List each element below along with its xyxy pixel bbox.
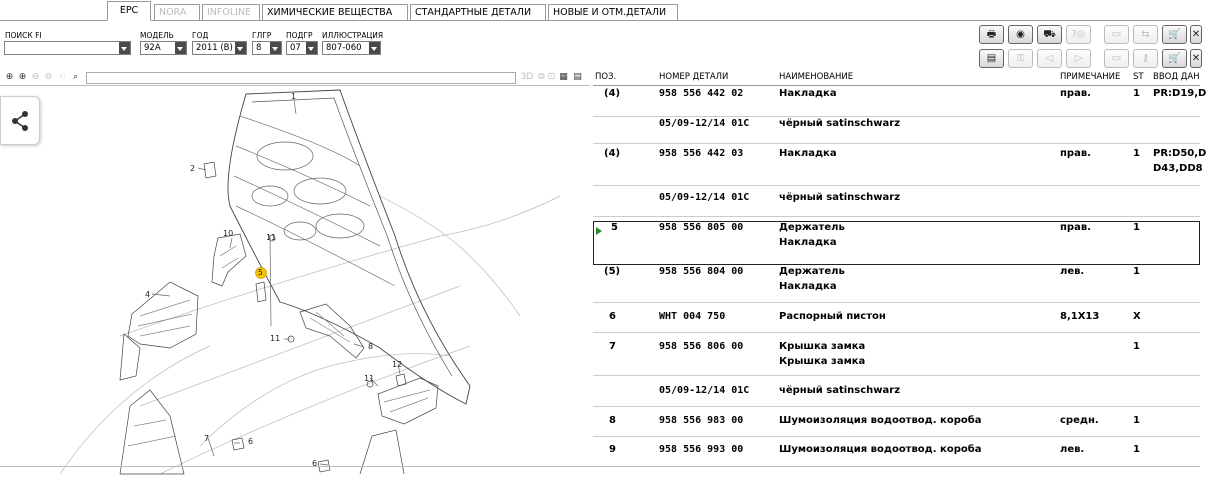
cell-input-data: PR:D50,D bbox=[1153, 148, 1206, 159]
col-pos[interactable]: ПОЗ. bbox=[595, 72, 617, 82]
cell-name: Шумоизоляция водоотвод. короба bbox=[779, 444, 982, 455]
row-separator bbox=[593, 436, 1200, 437]
cart-icon: 🛒 bbox=[1168, 29, 1181, 40]
col-part-number[interactable]: НОМЕР ДЕТАЛИ bbox=[659, 72, 729, 82]
chevron-down-icon[interactable] bbox=[270, 42, 281, 54]
cell-name: Накладка bbox=[779, 88, 837, 99]
question-icon: ?◎ bbox=[1071, 29, 1086, 40]
cell-st: 1 bbox=[1133, 222, 1140, 233]
parts-illustration[interactable] bbox=[0, 86, 590, 474]
cell-pos: (4) bbox=[604, 148, 621, 159]
cell-name-2: Накладка bbox=[779, 237, 837, 248]
cell-part-number: 958 556 805 00 bbox=[659, 222, 744, 233]
cell-name: чёрный satinschwarz bbox=[779, 385, 901, 396]
cart-plus-icon: 🛒 bbox=[1168, 53, 1181, 64]
arrow-right-icon: ▷ bbox=[1074, 53, 1083, 64]
view-3d-button[interactable]: 3D bbox=[520, 72, 534, 82]
parts-table-header bbox=[593, 71, 1200, 86]
tab-chemicals[interactable]: ХИМИЧЕСКИЕ ВЕЩЕСТВА bbox=[262, 4, 408, 21]
callout-12[interactable]: 12 bbox=[392, 360, 403, 369]
cell-st: 1 bbox=[1133, 415, 1140, 426]
cell-pos: 5 bbox=[611, 222, 618, 233]
col-st[interactable]: ST bbox=[1133, 72, 1144, 82]
cell-input-data: PR:D19,D bbox=[1153, 88, 1206, 99]
tab-new-parts[interactable]: НОВЫЕ И ОТМ.ДЕТАЛИ bbox=[548, 4, 678, 21]
zoom-reset-icon[interactable]: ⊖ bbox=[44, 72, 53, 82]
cell-part-number: 05/09-12/14 01C bbox=[659, 385, 750, 396]
back-button[interactable] bbox=[1037, 49, 1062, 68]
drawing-search-input[interactable] bbox=[86, 72, 516, 84]
cell-pos: 6 bbox=[609, 311, 616, 322]
chevron-down-icon[interactable] bbox=[175, 42, 186, 54]
cell-pos: (4) bbox=[604, 88, 621, 99]
arrow-left-icon: ◁ bbox=[1045, 53, 1054, 64]
compare-icon: ⇆ bbox=[1141, 29, 1150, 40]
filter-podgr bbox=[286, 31, 318, 61]
col-name[interactable]: НАИМЕНОВАНИЕ bbox=[779, 72, 854, 82]
search-fi-label: ПОИСК FI bbox=[5, 31, 42, 40]
callout-6[interactable]: 6 bbox=[312, 459, 318, 468]
share-icon bbox=[1, 97, 41, 146]
viewer-toolbar bbox=[0, 71, 590, 86]
podgr-label: ПОДГР bbox=[286, 31, 313, 40]
illustration-select[interactable]: 807-060 bbox=[322, 41, 381, 55]
glgr-select[interactable]: 8 bbox=[252, 41, 282, 55]
callout-2[interactable]: 2 bbox=[190, 164, 196, 173]
play-arrow-icon bbox=[596, 227, 602, 235]
pan-icon[interactable]: ☜ bbox=[57, 72, 66, 82]
row-separator bbox=[593, 116, 1200, 117]
cell-note: средн. bbox=[1060, 415, 1099, 426]
car-icon: ⛟ bbox=[1043, 29, 1056, 40]
service-button[interactable] bbox=[1037, 25, 1062, 44]
cell-pos: 7 bbox=[609, 341, 616, 352]
forward-button[interactable] bbox=[1066, 49, 1091, 68]
grid-view-icon[interactable]: ▦ bbox=[559, 72, 568, 82]
cell-st: 1 bbox=[1133, 266, 1140, 277]
tab-epc[interactable]: EPC bbox=[107, 1, 151, 21]
cell-part-number: 05/09-12/14 01C bbox=[659, 118, 750, 129]
cell-name-2: Накладка bbox=[779, 281, 837, 292]
callout-11[interactable]: 11 bbox=[270, 334, 281, 343]
monitor-button[interactable] bbox=[1104, 25, 1129, 44]
cell-name: Крышка замка bbox=[779, 341, 866, 352]
search-icon[interactable]: ⌕ bbox=[72, 72, 79, 82]
row-separator bbox=[593, 143, 1200, 144]
keyboard-button[interactable] bbox=[979, 49, 1004, 68]
cell-name: чёрный satinschwarz bbox=[779, 118, 901, 129]
remove-button[interactable] bbox=[1190, 49, 1202, 68]
zoom-fit-icon[interactable]: ⊕ bbox=[18, 72, 27, 82]
search-fi-input[interactable] bbox=[4, 41, 131, 55]
cell-input-data-2: D43,DD8 bbox=[1153, 163, 1203, 174]
row-separator bbox=[593, 332, 1200, 333]
callout-11[interactable]: 11 bbox=[266, 233, 277, 242]
close-button[interactable] bbox=[1190, 25, 1202, 44]
tab-nora[interactable]: NORA bbox=[154, 4, 200, 21]
monitor-icon: ▭ bbox=[1111, 53, 1122, 64]
row-separator bbox=[593, 185, 1200, 186]
zoom-in-icon[interactable]: ⊕ bbox=[5, 72, 14, 82]
cell-part-number: 958 556 983 00 bbox=[659, 415, 744, 426]
remove-icon: ✕ bbox=[1191, 53, 1201, 64]
lock-button[interactable] bbox=[1133, 49, 1158, 68]
cell-part-number: 958 556 442 02 bbox=[659, 88, 744, 99]
keyboard-icon: ▤ bbox=[986, 53, 997, 64]
cell-name: чёрный satinschwarz bbox=[779, 192, 901, 203]
row-separator bbox=[593, 302, 1200, 303]
cell-part-number: 958 556 804 00 bbox=[659, 266, 744, 277]
callout-1[interactable]: 1 bbox=[291, 92, 297, 101]
close-icon: ✕ bbox=[1191, 29, 1201, 40]
filter-year bbox=[192, 31, 248, 61]
filter-illustration bbox=[322, 31, 382, 61]
cell-st: 1 bbox=[1133, 148, 1140, 159]
hood-drawing bbox=[0, 86, 590, 474]
status-divider bbox=[0, 466, 1200, 467]
filter-model bbox=[140, 31, 188, 61]
cell-pos: 8 bbox=[609, 415, 616, 426]
callout-7[interactable]: 7 bbox=[204, 434, 210, 443]
model-select[interactable]: 92A bbox=[140, 41, 187, 55]
monitor-icon: ▭ bbox=[1111, 29, 1122, 40]
monitor-cart-button[interactable] bbox=[1104, 49, 1129, 68]
podgr-select[interactable]: 07 bbox=[286, 41, 318, 55]
zoom-out-icon[interactable]: ⊖ bbox=[31, 72, 40, 82]
cell-name: Распорный пистон bbox=[779, 311, 886, 322]
cart-button[interactable] bbox=[1162, 25, 1187, 44]
callout-8[interactable]: 8 bbox=[368, 342, 374, 351]
col-input-data[interactable]: ВВОД ДАН bbox=[1153, 72, 1200, 82]
help-button[interactable] bbox=[1066, 25, 1091, 44]
cell-part-number: 958 556 993 00 bbox=[659, 444, 744, 455]
cell-part-number: 05/09-12/14 01C bbox=[659, 192, 750, 203]
col-note[interactable]: ПРИМЕЧАНИЕ bbox=[1060, 72, 1121, 82]
model-label: МОДЕЛЬ bbox=[140, 31, 174, 40]
key-icon: ⚿ bbox=[1016, 53, 1025, 64]
illustration-label: ИЛЛЮСТРАЦИЯ bbox=[322, 31, 384, 40]
layers-icon[interactable]: ⧉ bbox=[538, 72, 545, 82]
add-to-cart-button[interactable] bbox=[1162, 49, 1187, 68]
chevron-down-icon[interactable] bbox=[306, 42, 317, 54]
share-panel[interactable] bbox=[0, 96, 40, 145]
cell-note: прав. bbox=[1060, 88, 1091, 99]
cell-st: 1 bbox=[1133, 444, 1140, 455]
cell-st: 1 bbox=[1133, 88, 1140, 99]
cell-st: X bbox=[1133, 311, 1141, 322]
row-separator bbox=[593, 375, 1200, 376]
lock-icon: ⚷ bbox=[1141, 53, 1150, 64]
cell-st: 1 bbox=[1133, 341, 1140, 352]
module-tab-bar bbox=[0, 0, 1200, 22]
cell-note: прав. bbox=[1060, 222, 1091, 233]
cell-part-number: 958 556 442 03 bbox=[659, 148, 744, 159]
callout-6[interactable]: 6 bbox=[248, 437, 254, 446]
cell-part-number: 958 556 806 00 bbox=[659, 341, 744, 352]
parts-info-button[interactable] bbox=[1008, 25, 1033, 44]
cell-name: Шумоизоляция водоотвод. короба bbox=[779, 415, 982, 426]
cell-pos: 9 bbox=[609, 444, 616, 455]
tab-infoline[interactable]: INFOLINE bbox=[202, 4, 260, 21]
callout-11[interactable]: 11 bbox=[364, 374, 375, 383]
cell-name: Держатель bbox=[779, 266, 845, 277]
cell-name: Держатель bbox=[779, 222, 845, 233]
chevron-down-icon[interactable] bbox=[119, 42, 130, 54]
chevron-down-icon[interactable] bbox=[369, 42, 380, 54]
cell-name: Накладка bbox=[779, 148, 837, 159]
key-button[interactable] bbox=[1008, 49, 1033, 68]
cell-part-number: WHT 004 750 bbox=[659, 311, 726, 322]
glgr-label: ГЛГР bbox=[252, 31, 272, 40]
filter-search-fi bbox=[4, 31, 134, 61]
sync-icon[interactable]: ⊡ bbox=[547, 72, 556, 82]
cell-note: 8,1X13 bbox=[1060, 311, 1100, 322]
filter-glgr bbox=[252, 31, 282, 61]
year-select[interactable]: 2011 (B) bbox=[192, 41, 247, 55]
row-separator bbox=[593, 216, 1200, 217]
cell-note: лев. bbox=[1060, 266, 1085, 277]
list-view-icon[interactable]: ▤ bbox=[573, 72, 582, 82]
callout-5-highlighted[interactable]: 5 bbox=[258, 268, 263, 277]
cell-note: прав. bbox=[1060, 148, 1091, 159]
callout-4[interactable]: 4 bbox=[145, 290, 151, 299]
callout-10[interactable]: 10 bbox=[223, 229, 234, 238]
cell-name-2: Крышка замка bbox=[779, 356, 866, 367]
cell-note: лев. bbox=[1060, 444, 1085, 455]
row-separator bbox=[593, 406, 1200, 407]
printer-icon: 🖶 bbox=[986, 29, 997, 40]
compare-button[interactable] bbox=[1133, 25, 1158, 44]
year-label: ГОД bbox=[192, 31, 209, 40]
chevron-down-icon[interactable] bbox=[235, 42, 246, 54]
disc-icon: ◉ bbox=[1016, 29, 1025, 40]
print-button[interactable] bbox=[979, 25, 1004, 44]
tab-standard-parts[interactable]: СТАНДАРТНЫЕ ДЕТАЛИ bbox=[410, 4, 546, 21]
cell-pos: (5) bbox=[604, 266, 621, 277]
